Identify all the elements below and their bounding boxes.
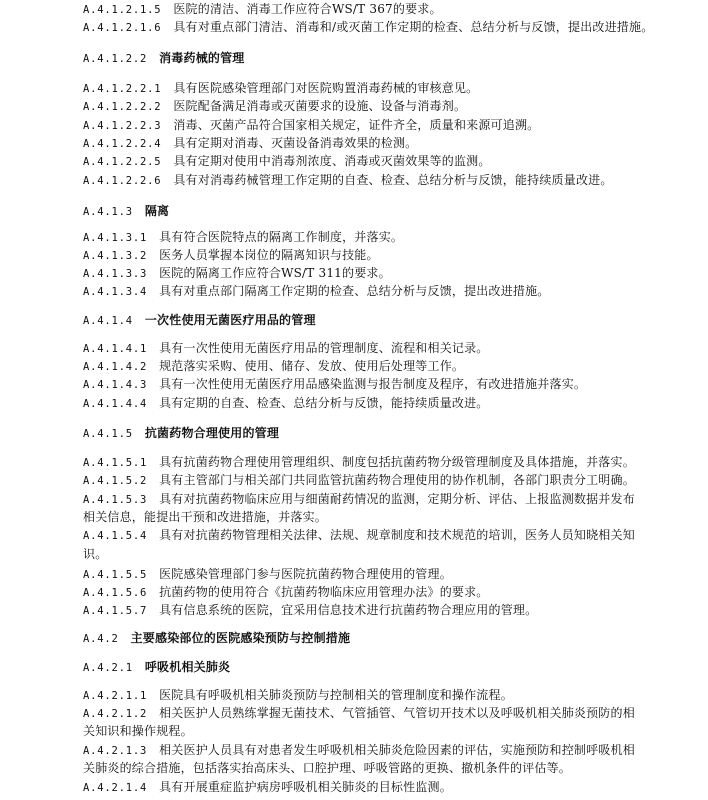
clause-A.4.1.4.4: [83, 396, 683, 412]
clause-A.4.1.2.2.1: [83, 81, 683, 97]
clause-text: 医院的隔离工作应符合WS/T 311的要求。: [159, 266, 391, 280]
clause-number: A.4.1.5.3: [83, 494, 148, 506]
clause-text: 相关医护人员具有对患者发生呼吸机相关肺炎危险因素的评估，实施预防和控制呼吸机相: [159, 743, 635, 757]
section-heading-A.4.2: [83, 631, 683, 647]
clause-number: A.4.1.3.1: [83, 232, 148, 244]
clause-text: 医院的清洁、消毒工作应符合WS/T 367的要求。: [173, 2, 442, 16]
clause-text: 具有医院感染管理部门对医院购置消毒药械的审核意见。: [173, 81, 479, 95]
clause-A.4.2.1.1: [83, 688, 683, 704]
clause-text: 抗菌药物的使用符合《抗菌药物临床应用管理办法》的要求。: [159, 585, 489, 599]
section-number: A.4.1.2.2: [83, 53, 148, 65]
clause-number: A.4.2.1.3: [83, 745, 148, 757]
clause-text: 具有定期对使用中消毒剂浓度、消毒或灭菌效果等的监测。: [173, 154, 491, 168]
clause-continuation: [83, 510, 683, 525]
clause-number: A.4.2.1.1: [83, 690, 148, 702]
clause-A.4.1.5.6: [83, 585, 683, 601]
clause-text: 具有一次性使用无菌医疗用品感染监测与报告制度及程序，有改进措施并落实。: [159, 377, 587, 391]
section-heading-A.4.2.1: [83, 660, 683, 676]
clause-A.4.1.4.3: [83, 377, 683, 393]
clause-A.4.1.5.4: [83, 528, 683, 544]
clause-number: A.4.1.2.2.1: [83, 83, 162, 95]
clause-text: 具有对重点部门隔离工作定期的检查、总结分析与反馈，提出改进措施。: [159, 284, 550, 298]
clause-text: 消毒、灭菌产品符合国家相关规定，证件齐全，质量和来源可追溯。: [173, 118, 540, 132]
section-heading-A.4.1.5: [83, 426, 683, 442]
clause-A.4.1.5.1: [83, 455, 683, 471]
section-title: 呼吸机相关肺炎: [144, 660, 231, 674]
section-heading-A.4.1.2.2: [83, 51, 683, 67]
section-title: 隔离: [144, 204, 170, 218]
clause-A.4.1.5.5: [83, 567, 683, 583]
clause-A.4.1.2.2.5: [83, 154, 683, 170]
clause-text: 具有对抗菌药物管理相关法律、法规、规章制度和技术规范的培训，医务人员知晓相关知: [159, 528, 635, 542]
clause-text: 具有开展重症监护病房呼吸机相关肺炎的目标性监测。: [159, 780, 452, 794]
section-number: A.4.1.5: [83, 428, 133, 440]
clause-text: 医院配备满足消毒或灭菌要求的设施、设备与消毒剂。: [173, 99, 467, 113]
section-number: A.4.1.3: [83, 206, 133, 218]
clause-text: 具有定期的自查、检查、总结分析与反馈，能持续质量改进。: [159, 396, 489, 410]
clause-A.4.1.5.3: [83, 492, 683, 508]
clause-number: A.4.1.2.2.2: [83, 101, 162, 113]
clause-number: A.4.1.2.2.6: [83, 175, 162, 187]
clause-text: 关知识和操作规程。: [83, 724, 193, 738]
clause-text: 相关医护人员熟练掌握无菌技术、气管插管、气管切开技术以及呼吸机相关肺炎预防的相: [159, 706, 635, 720]
section-number: A.4.2: [83, 633, 119, 645]
clause-number: A.4.1.2.2.3: [83, 120, 162, 132]
clause-continuation: [83, 724, 683, 739]
clause-text: 具有定期对消毒、灭菌设备消毒效果的检测。: [173, 136, 418, 150]
clause-A.4.2.1.3: [83, 743, 683, 759]
clause-text: 具有对抗菌药物临床应用与细菌耐药情况的监测，定期分析、评估、上报监测数据并发布: [159, 492, 635, 506]
section-heading-A.4.1.4: [83, 313, 683, 329]
section-title: 一次性使用无菌医疗用品的管理: [144, 313, 316, 327]
clause-text: 相关信息，能提出干预和改进措施，并落实。: [83, 510, 328, 524]
clause-number: A.4.1.3.4: [83, 286, 148, 298]
clause-number: A.4.1.4.2: [83, 361, 148, 373]
clause-text: 关肺炎的综合措施，包括落实抬高床头、口腔护理、呼吸管路的更换、撤机条件的评估等。: [83, 761, 572, 775]
clause-A.4.1.5.7: [83, 603, 683, 619]
clause-A.4.1.3.1: [83, 230, 683, 246]
clause-number: A.4.1.3.3: [83, 268, 148, 280]
clause-text: 医院具有呼吸机相关肺炎预防与控制相关的管理制度和操作流程。: [159, 688, 513, 702]
clause-A.4.1.2.2.2: [83, 99, 683, 115]
clause-number: A.4.1.2.1.5: [83, 4, 162, 16]
section-title: 消毒药械的管理: [159, 51, 245, 65]
clause-A.4.2.1.4: [83, 780, 683, 796]
clause-number: A.4.1.5.4: [83, 530, 148, 542]
clause-number: A.4.2.1.4: [83, 782, 148, 794]
clause-number: A.4.1.5.1: [83, 457, 148, 469]
clause-A.4.1.2.1.6: [83, 20, 683, 36]
clause-number: A.4.1.2.2.4: [83, 138, 162, 150]
clause-number: A.4.1.2.1.6: [83, 22, 162, 34]
clause-A.4.1.5.2: [83, 473, 683, 489]
clause-number: A.4.1.4.3: [83, 379, 148, 391]
clause-number: A.4.1.5.6: [83, 587, 148, 599]
clause-continuation: [83, 761, 683, 776]
section-heading-A.4.1.3: [83, 204, 683, 220]
section-title: 抗菌药物合理使用的管理: [144, 426, 280, 440]
clause-text: 具有一次性使用无菌医疗用品的管理制度、流程和相关记录。: [159, 341, 489, 355]
clause-A.4.1.4.2: [83, 359, 683, 375]
section-number: A.4.1.4: [83, 315, 133, 327]
clause-number: A.4.1.5.7: [83, 605, 148, 617]
clause-A.4.1.3.3: [83, 266, 683, 282]
clause-text: 具有对重点部门清洁、消毒和/或灭菌工作定期的检查、总结分析与反馈，提出改进措施。: [173, 20, 654, 34]
clause-number: A.4.1.3.2: [83, 250, 148, 262]
clause-text: 规范落实采购、使用、储存、发放、使用后处理等工作。: [159, 359, 465, 373]
clause-number: A.4.1.5.2: [83, 475, 148, 487]
clause-text: 具有信息系统的医院，宜采用信息技术进行抗菌药物合理应用的管理。: [159, 603, 538, 617]
clause-number: A.4.1.4.1: [83, 343, 148, 355]
section-title: 主要感染部位的医院感染预防与控制措施: [130, 631, 351, 645]
clause-number: A.4.1.5.5: [83, 569, 148, 581]
clause-A.4.1.2.2.6: [83, 173, 683, 189]
clause-number: A.4.2.1.2: [83, 708, 148, 720]
clause-A.4.1.2.2.3: [83, 118, 683, 134]
clause-text: 医务人员掌握本岗位的隔离知识与技能。: [159, 248, 379, 262]
clause-text: 具有抗菌药物合理使用管理组织、制度包括抗菌药物分级管理制度及具体措施，并落实。: [159, 455, 635, 469]
clause-text: 医院感染管理部门参与医院抗菌药物合理使用的管理。: [159, 567, 452, 581]
clause-text: 具有符合医院特点的隔离工作制度，并落实。: [159, 230, 404, 244]
clause-A.4.1.4.1: [83, 341, 683, 357]
clause-A.4.1.3.4: [83, 284, 683, 300]
clause-continuation: [83, 547, 683, 562]
clause-number: A.4.1.4.4: [83, 398, 148, 410]
clause-text: 具有对消毒药械管理工作定期的自查、检查、总结分析与反馈，能持续质量改进。: [173, 173, 613, 187]
clause-A.4.1.2.1.5: [83, 2, 683, 18]
clause-text: 识。: [83, 547, 108, 561]
section-number: A.4.2.1: [83, 662, 133, 674]
clause-A.4.1.3.2: [83, 248, 683, 264]
clause-A.4.2.1.2: [83, 706, 683, 722]
clause-A.4.1.2.2.4: [83, 136, 683, 152]
clause-text: 具有主管部门与相关部门共同监管抗菌药物合理使用的协作机制，各部门职责分工明确。: [159, 473, 635, 487]
clause-number: A.4.1.2.2.5: [83, 156, 162, 168]
